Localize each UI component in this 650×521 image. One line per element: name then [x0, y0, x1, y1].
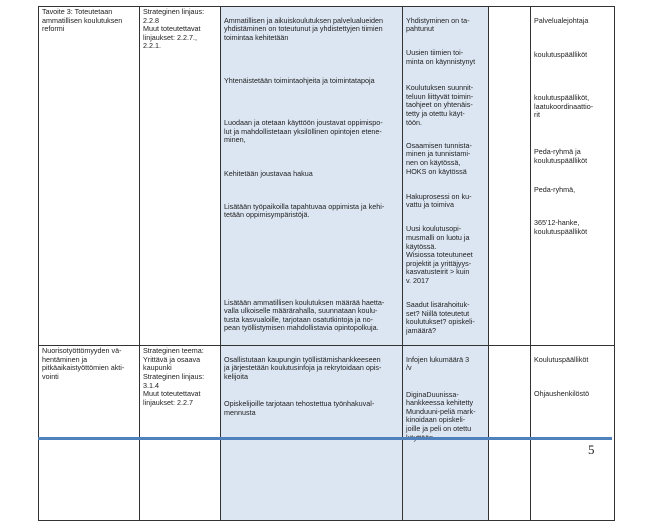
plan-table — [38, 6, 615, 521]
indicator-text: Infojen lukumäärä 3 /v — [406, 354, 470, 373]
action-text: Opiskelijoille tarjotaan tehostettua työnhakuval- mennusta — [224, 399, 375, 417]
action-text: Lisätään työpaikoilla tapahtuvaa oppimista ja kehi- tetään oppimisympäristöjä. — [224, 201, 385, 220]
strategy-cell: Strateginen linjaus: 2.2.8 Muut toteutettavat linjaukset: 2.2.7., 2.2.1. — [140, 7, 221, 346]
indicator-text: Saadut lisärahoituk- set? Niillä toteutetut koulutukset? opiskeli- jamäärä? — [406, 300, 475, 335]
indicator-text: Osaamisen tunnista- minen ja tunnistami- nen on käytössä, HOKS on käytössä — [406, 140, 472, 176]
indicator-text: Koulutuksen suunnit- teluun liittyvät toimin- taohjeet on yhtenäis- tetty ja otettu käyt- töön. — [406, 83, 474, 127]
empty-cell — [489, 346, 531, 521]
responsible-text: 365'12-hanke, koulutuspäälliköt — [534, 218, 588, 236]
indicator-text: Uusi koulutusopi- musmalli on luotu ja käytössä. Wisiossa toteutuneet projektit ja yrittäjyys- kasvatusteirit > kuin v. 2017 — [406, 224, 473, 286]
actions-cell — [221, 7, 403, 346]
responsible-text: Peda-ryhmä, — [534, 185, 576, 195]
indicator-text: Yhdistyminen on ta- pahtunut — [406, 15, 470, 34]
indicators-cell — [403, 346, 489, 521]
table-row — [39, 346, 615, 521]
responsible-text: Ohjaushenkilöstö — [534, 388, 590, 398]
responsible-text: koulutuspäälliköt — [534, 49, 588, 59]
action-text: Ammatillisen ja aikuiskoulutuksen palvelualueiden yhdistäminen on toteutunut ja yhdistettyjen tiimien toimintaa kehitetään — [224, 15, 384, 42]
table-row — [39, 7, 615, 346]
goal-cell: Nuorisotyöttömyyden vä- hentäminen ja pitkäaikaistyöttömien akti- vointi — [39, 346, 140, 521]
action-text: Kehitetään joustavaa hakua — [224, 168, 313, 178]
action-text: Osallistutaan kaupungin työllistämishankkeeseen ja järjestetään koulutusinfoja ja rekrytoidaan opis- kelijoita — [224, 354, 382, 381]
responsible-cell — [531, 346, 615, 521]
responsible-cell — [531, 7, 615, 346]
footer-rule — [38, 437, 612, 440]
indicator-text: DiginaDuunissa- hankkeessa kehitetty Munduuni-peliä mark- kinoidaan opiskeli- joille ja peli on otettu — [406, 389, 476, 433]
responsible-text: Palvelualejohtaja — [534, 15, 589, 25]
action-text: Lisätään ammatillisen koulutuksen määrää haetta- valla ulkoiselle määrärahalla, suunnataan koulu- tusta kasvualoille, tarjotaan osatutkintoja ja no- pean työllistymisen mahdollistavia opintopolkuja. — [224, 297, 385, 333]
action-text: Yhtenäistetään toimintaohjeita ja toimintatapoja — [224, 75, 375, 85]
actions-cell — [221, 346, 403, 521]
goal-cell: Tavoite 3: Toteutetaan ammatillisen koulutuksen reformi — [39, 7, 140, 346]
indicator-text: Hakuprosessi on ku- vattu ja toimiva — [406, 191, 472, 210]
responsible-text: Peda-ryhmä ja koulutuspäälliköt — [534, 147, 588, 165]
action-text: Luodaan ja otetaan käyttöön joustavat oppimispo- lut ja mahdollistetaan yksilöllinen opintojen etene- minen, — [224, 118, 383, 145]
strategy-cell: Strateginen teema: Yrittävä ja osaava kaupunki Strateginen linjaus: 3.1.4 Muut toteutettavat linjaukset: 2.2.7 — [140, 346, 221, 521]
page-number: 5 — [588, 442, 595, 457]
indicator-text: Uusien tiimien toi- minta on käynnistynyt — [406, 48, 476, 66]
empty-cell — [489, 7, 531, 346]
responsible-text: koulutuspäälliköt, laatukoordinaattio- rit — [534, 92, 594, 120]
responsible-text: Koulutuspäälliköt — [534, 354, 589, 364]
indicators-cell — [403, 7, 489, 346]
